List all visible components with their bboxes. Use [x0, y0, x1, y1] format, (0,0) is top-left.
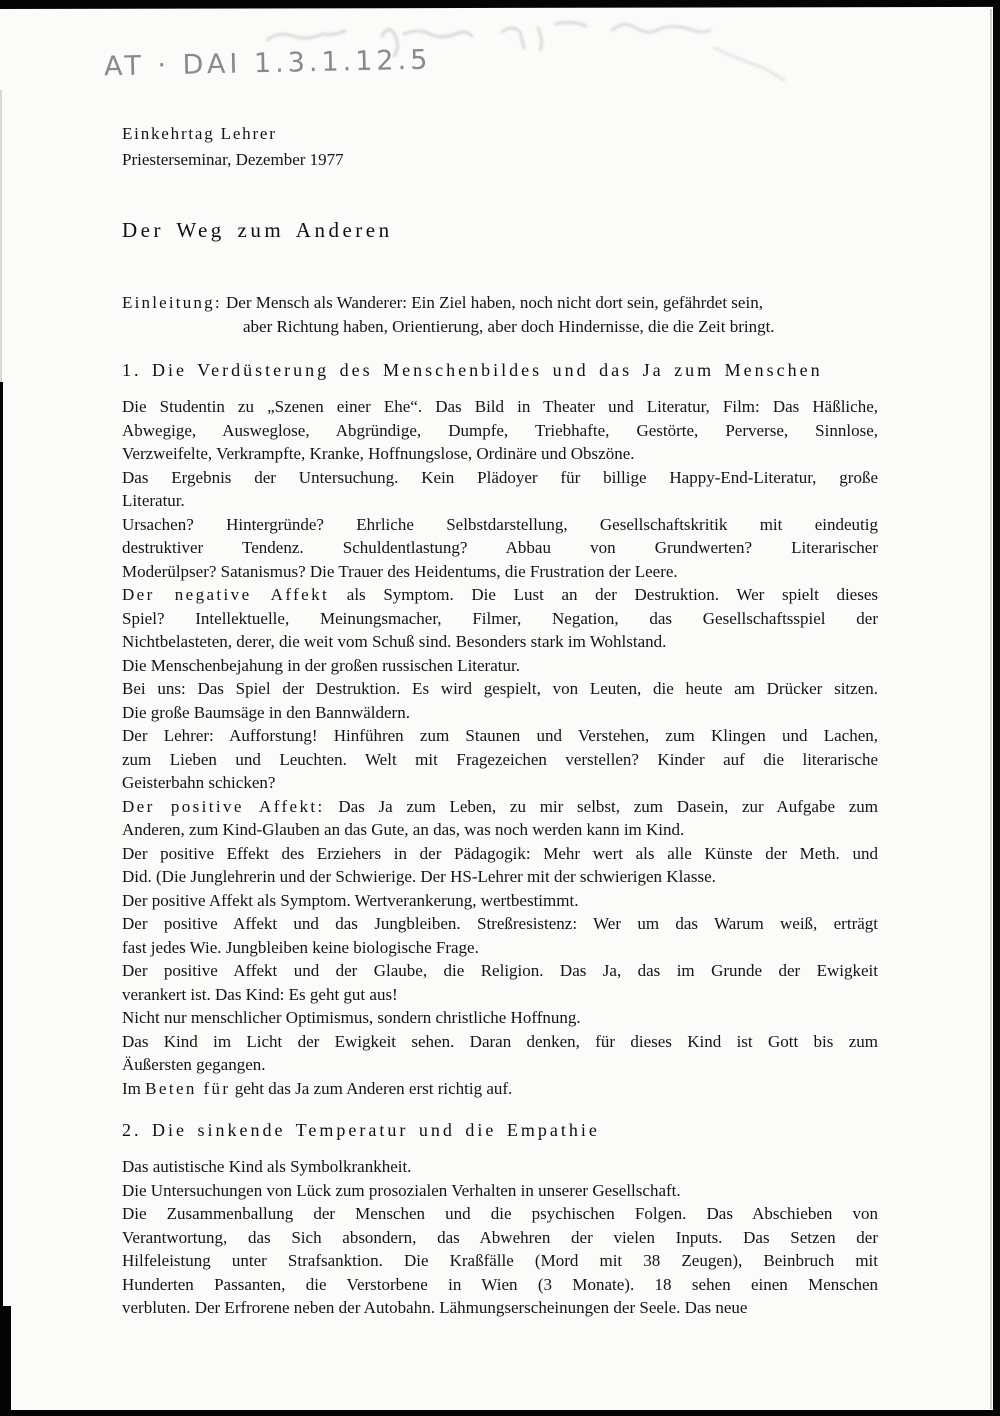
text-segment: Das Ergebnis der Untersuchung. Kein Plädoyer für billige Happy-End-Literatur, große — [122, 467, 878, 487]
text-segment: Bei uns: Das Spiel der Destruktion. Es wird gespielt, von Leuten, die heute am Drücker sitzen. — [122, 679, 878, 698]
text-line — [122, 1179, 878, 1203]
text-line — [122, 912, 878, 936]
text-segment: Das Ja zum Leben, zu mir selbst, zum Dasein, zur Aufgabe zum — [324, 796, 878, 816]
text-line — [122, 1273, 878, 1297]
text-line — [122, 677, 878, 701]
text-line — [122, 1202, 878, 1226]
text-line — [122, 536, 878, 560]
text-segment: Äußersten gegangen. — [122, 1055, 266, 1074]
header-place-date: Priesterseminar, Dezember 1977 — [122, 150, 344, 169]
text-segment: Der positive Effekt des Erziehers in der Pädagogik: Mehr wert als alle Künste der Meth. und — [122, 843, 878, 863]
text-segment: Das Kind im Licht der Ewigkeit sehen. Daran denken, für dieses Kind ist Gott bis zum — [122, 1031, 878, 1051]
text-line — [122, 1053, 878, 1077]
text-segment: Die Zusammenballung der Menschen und die psychischen Folgen. Das Abschieben von — [122, 1204, 878, 1223]
text-line — [122, 818, 878, 842]
intro-line-2: aber Richtung haben, Orientierung, aber doch Hindernisse, die die Zeit bringt. — [243, 317, 775, 336]
text-line — [122, 959, 878, 983]
scan-edge-left-lower — [0, 1306, 11, 1416]
text-segment: verbluten. Der Erfrorene neben der Autobahn. Lähmungserscheinungen der Seele. Das neue — [122, 1298, 748, 1317]
text-segment: destruktiver Tendenz. Schuldentlastung? Abbau von Grundwerten? Literarischer — [122, 538, 878, 557]
text-line — [122, 1249, 878, 1273]
text-line — [122, 748, 878, 772]
text-segment: Literatur. — [122, 491, 185, 510]
text-segment: Der positive Affekt als Symptom. Wertverankerung, wertbestimmt. — [122, 890, 579, 910]
text-line — [122, 889, 878, 913]
emphasized-text: Beten für — [145, 1078, 231, 1098]
text-segment: Hilfeleistung unter Strafsanktion. Die Kraßfälle (Mord mit 38 Zeugen), Beinbruch mit — [122, 1251, 878, 1270]
text-line — [122, 771, 878, 795]
text-line — [122, 1155, 878, 1179]
section-body — [122, 1155, 878, 1320]
scan-edge-right — [993, 0, 1000, 1416]
text-line — [122, 654, 878, 678]
text-line — [122, 630, 878, 654]
text-segment: zum Lieben und Leuchten. Welt mit Fragezeichen verstellen? Kinder auf die literarische — [122, 749, 878, 769]
text-segment: Spiel? Intellektuelle, Meinungsmacher, Filmer, Negation, das Gesellschaftsspiel der — [122, 608, 878, 628]
text-line — [122, 983, 878, 1007]
text-line — [122, 583, 878, 607]
text-segment: Nicht nur menschlicher Optimismus, sondern christliche Hoffnung. — [122, 1008, 581, 1027]
text-line — [122, 1226, 878, 1250]
text-segment: Der positive Affekt und das Jungbleiben. Streßresistenz: Wer um das Warum weiß, erträgt — [122, 914, 878, 933]
text-line — [122, 607, 878, 631]
text-line — [122, 936, 878, 960]
text-segment: Die Studentin zu „Szenen einer Ehe“. Das Bild in Theater und Literatur, Film: Das Häßliche, — [122, 397, 878, 416]
text-line — [122, 724, 878, 748]
intro-line-1 — [122, 291, 878, 315]
text-line — [122, 442, 878, 466]
text-segment: Ursachen? Hintergründe? Ehrliche Selbstdarstellung, Gesellschaftskritik mit eindeutig — [122, 514, 878, 534]
text-segment: Verzweifelte, Verkrampfte, Kranke, Hoffnungslose, Ordinäre und Obszöne. — [122, 444, 635, 463]
text-segment: Hunderten Passanten, die Verstorbene in Wien (3 Monate). 18 sehen einen Menschen — [122, 1274, 878, 1294]
scan-edge-left — [0, 382, 3, 1416]
text-segment: Der positive Affekt und der Glaube, die Religion. Das Ja, das im Grunde der Ewigkeit — [122, 961, 878, 980]
text-line — [122, 419, 878, 443]
text-segment: als Symptom. Die Lust an der Destruktion. Wer spielt dieses — [329, 585, 878, 604]
doc-header — [122, 121, 878, 173]
text-line — [122, 1296, 878, 1320]
text-segment: Moderülpser? Satanismus? Die Trauer des Heidentums, die Frustration der Leere. — [122, 561, 678, 581]
archive-annotation: AT · DAI 1.3.1.12.5 — [103, 44, 432, 83]
emphasized-text: Der positive Affekt: — [122, 796, 325, 816]
emphasized-text: Der negative Affekt — [122, 585, 330, 604]
text-line — [122, 1006, 878, 1030]
intro-label: Einleitung: — [122, 293, 222, 312]
text-segment: Geisterbahn schicken? — [122, 773, 276, 792]
text-segment: Did. (Die Junglehrerin und der Schwierige. Der HS-Lehrer mit der schwierigen Klasse. — [122, 867, 716, 886]
text-segment: geht das Ja zum Anderen erst richtig auf. — [230, 1078, 513, 1098]
section-heading: 1. Die Verdüsterung des Menschenbildes und das Ja zum Menschen — [122, 360, 823, 380]
text-line — [122, 513, 878, 537]
text-line — [122, 395, 878, 419]
text-line — [122, 560, 878, 584]
header-event: Einkehrtag Lehrer — [122, 124, 277, 143]
section-heading: 2. Die sinkende Temperatur und die Empathie — [122, 1120, 600, 1140]
text-segment: Die Untersuchungen von Lück zum prosozialen Verhalten in unserer Gesellschaft. — [122, 1180, 681, 1200]
text-line — [122, 865, 878, 889]
intro-paragraph — [122, 291, 878, 339]
text-segment: Die Menschenbejahung in der großen russischen Literatur. — [122, 655, 520, 675]
scan-edge-bottom — [0, 1410, 1000, 1416]
text-segment: Im — [122, 1078, 146, 1098]
text-segment: fast jedes Wie. Jungbleiben keine biologische Frage. — [122, 937, 479, 957]
sections — [122, 360, 878, 1320]
text-line — [122, 1030, 878, 1054]
text-segment: Abwegige, Ausweglose, Abgründige, Dumpfe, Triebhafte, Gestörte, Perverse, Sinnlose, — [122, 420, 878, 440]
intro-text: Der Mensch als Wanderer: Ein Ziel haben, noch nicht dort sein, gefährdet sein, — [221, 293, 763, 312]
text-line — [122, 795, 878, 819]
section-body — [122, 395, 878, 1100]
text-segment: Das autistische Kind als Symbolkrankheit. — [122, 1157, 412, 1176]
text-line — [122, 466, 878, 490]
text-segment: verankert ist. Das Kind: Es geht gut aus! — [122, 984, 398, 1004]
text-line — [122, 1077, 878, 1101]
text-segment: Anderen, zum Kind-Glauben an das Gute, an das, was noch werden kann im Kind. — [122, 820, 685, 839]
text-line — [122, 701, 878, 725]
text-segment: Der Lehrer: Aufforstung! Hinführen zum Staunen und Verstehen, zum Klingen und Lachen, — [122, 726, 878, 745]
text-segment: Die große Baumsäge in den Bannwäldern. — [122, 702, 410, 722]
text-segment: Verantwortung, das Sich absondern, das Abwehren der vielen Inputs. Das Setzen der — [122, 1227, 878, 1247]
page-edge-line — [990, 9, 992, 1409]
text-line — [122, 489, 878, 513]
doc-title: Der Weg zum Anderen — [122, 218, 393, 242]
text-segment: Nichtbelasteten, derer, die weit vom Schuß sind. Besonders stark im Wohlstand. — [122, 632, 667, 651]
text-line — [122, 842, 878, 866]
